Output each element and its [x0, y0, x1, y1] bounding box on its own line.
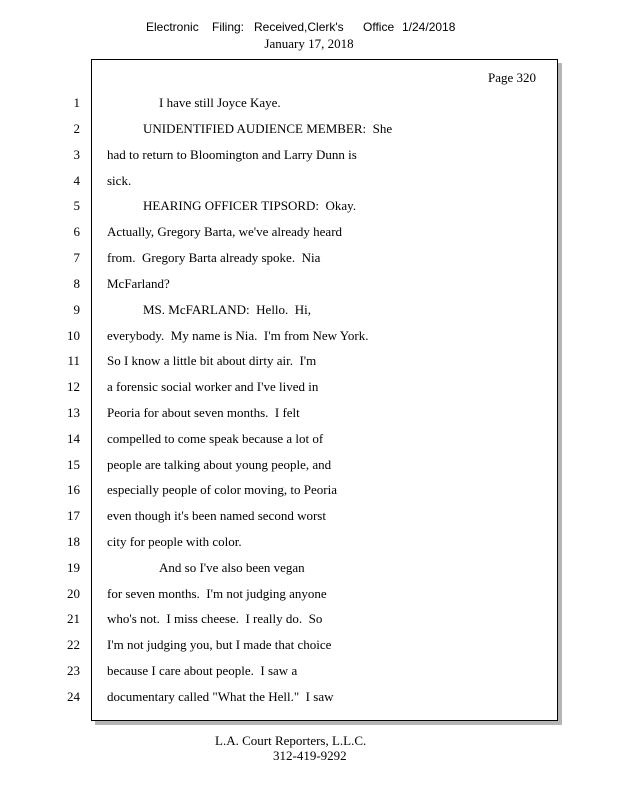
line-number: 2 — [73, 121, 80, 136]
line-text: sick. — [107, 173, 132, 188]
line-number: 5 — [73, 198, 80, 213]
transcript-line — [0, 508, 618, 528]
line-text: city for people with color. — [107, 534, 242, 549]
line-text: And so I've also been vegan — [159, 560, 305, 575]
transcript-line — [0, 405, 618, 425]
line-number: 11 — [67, 353, 80, 368]
transcript-line — [0, 302, 618, 322]
line-number: 15 — [67, 457, 80, 472]
transcript-line — [0, 328, 618, 348]
transcript-line — [0, 611, 618, 631]
stamp-word: Office — [363, 20, 395, 34]
line-number: 20 — [67, 586, 80, 601]
transcript-line — [0, 353, 618, 373]
transcript-line — [0, 198, 618, 218]
transcript-line — [0, 95, 618, 115]
line-number: 7 — [73, 250, 80, 265]
line-text: So I know a little bit about dirty air. I'm — [107, 353, 317, 368]
line-number: 6 — [73, 224, 80, 239]
line-number: 16 — [67, 482, 80, 497]
hearing-date: January 17, 2018 — [264, 36, 354, 51]
line-text: for seven months. I'm not judging anyone — [107, 586, 327, 601]
transcript-line — [0, 586, 618, 606]
line-number: 18 — [67, 534, 80, 549]
transcript-line — [0, 121, 618, 141]
line-number: 24 — [67, 689, 80, 704]
transcript-line — [0, 173, 618, 193]
transcript-line — [0, 637, 618, 657]
line-text: I'm not judging you, but I made that choice — [107, 637, 332, 652]
line-text: because I care about people. I saw a — [107, 663, 298, 678]
line-number: 23 — [67, 663, 80, 678]
transcript-line — [0, 560, 618, 580]
line-text: a forensic social worker and I've lived in — [107, 379, 319, 394]
line-number: 22 — [67, 637, 80, 652]
line-number: 13 — [67, 405, 80, 420]
transcript-line — [0, 689, 618, 709]
stamp-word: Filing: — [212, 20, 245, 34]
line-number: 1 — [73, 95, 80, 110]
transcript-line — [0, 663, 618, 683]
line-number: 14 — [67, 431, 80, 446]
line-number: 8 — [73, 276, 80, 291]
line-number: 10 — [67, 328, 80, 343]
stamp-word: Electronic — [146, 20, 199, 34]
line-text: Actually, Gregory Barta, we've already heard — [107, 224, 343, 239]
transcript-line — [0, 147, 618, 167]
transcript-line — [0, 379, 618, 399]
transcript-line — [0, 276, 618, 296]
line-number: 17 — [67, 508, 80, 523]
transcript-line — [0, 482, 618, 502]
transcript-line — [0, 250, 618, 270]
transcript-line — [0, 431, 618, 451]
line-text: McFarland? — [107, 276, 170, 291]
line-text: everybody. My name is Nia. I'm from New York. — [107, 328, 369, 343]
transcript-line — [0, 457, 618, 477]
line-text: Peoria for about seven months. I felt — [107, 405, 300, 420]
line-text: especially people of color moving, to Peoria — [107, 482, 337, 497]
reporter-phone: 312-419-9292 — [273, 748, 347, 763]
line-number: 21 — [67, 611, 80, 626]
line-text: UNIDENTIFIED AUDIENCE MEMBER: She — [143, 121, 393, 136]
line-number: 9 — [73, 302, 80, 317]
line-number: 3 — [73, 147, 80, 162]
line-text: people are talking about young people, and — [107, 457, 332, 472]
stamp-word: 1/24/2018 — [402, 20, 456, 34]
line-text: HEARING OFFICER TIPSORD: Okay. — [143, 198, 357, 213]
line-text: I have still Joyce Kaye. — [159, 95, 281, 110]
line-number: 19 — [67, 560, 80, 575]
line-text: had to return to Bloomington and Larry Dunn is — [107, 147, 357, 162]
line-number: 4 — [73, 173, 80, 188]
stamp-word: Received,Clerk's — [254, 20, 344, 34]
line-text: MS. McFARLAND: Hello. Hi, — [143, 302, 312, 317]
line-text: even though it's been named second worst — [107, 508, 326, 523]
line-number: 12 — [67, 379, 80, 394]
line-text: from. Gregory Barta already spoke. Nia — [107, 250, 321, 265]
reporter-firm: L.A. Court Reporters, L.L.C. — [215, 733, 367, 748]
line-text: compelled to come speak because a lot of — [107, 431, 324, 446]
page-number: Page 320 — [488, 70, 537, 85]
transcript-line — [0, 224, 618, 244]
transcript-line — [0, 534, 618, 554]
line-text: documentary called "What the Hell." I saw — [107, 689, 334, 704]
line-text: who's not. I miss cheese. I really do. So — [107, 611, 323, 626]
